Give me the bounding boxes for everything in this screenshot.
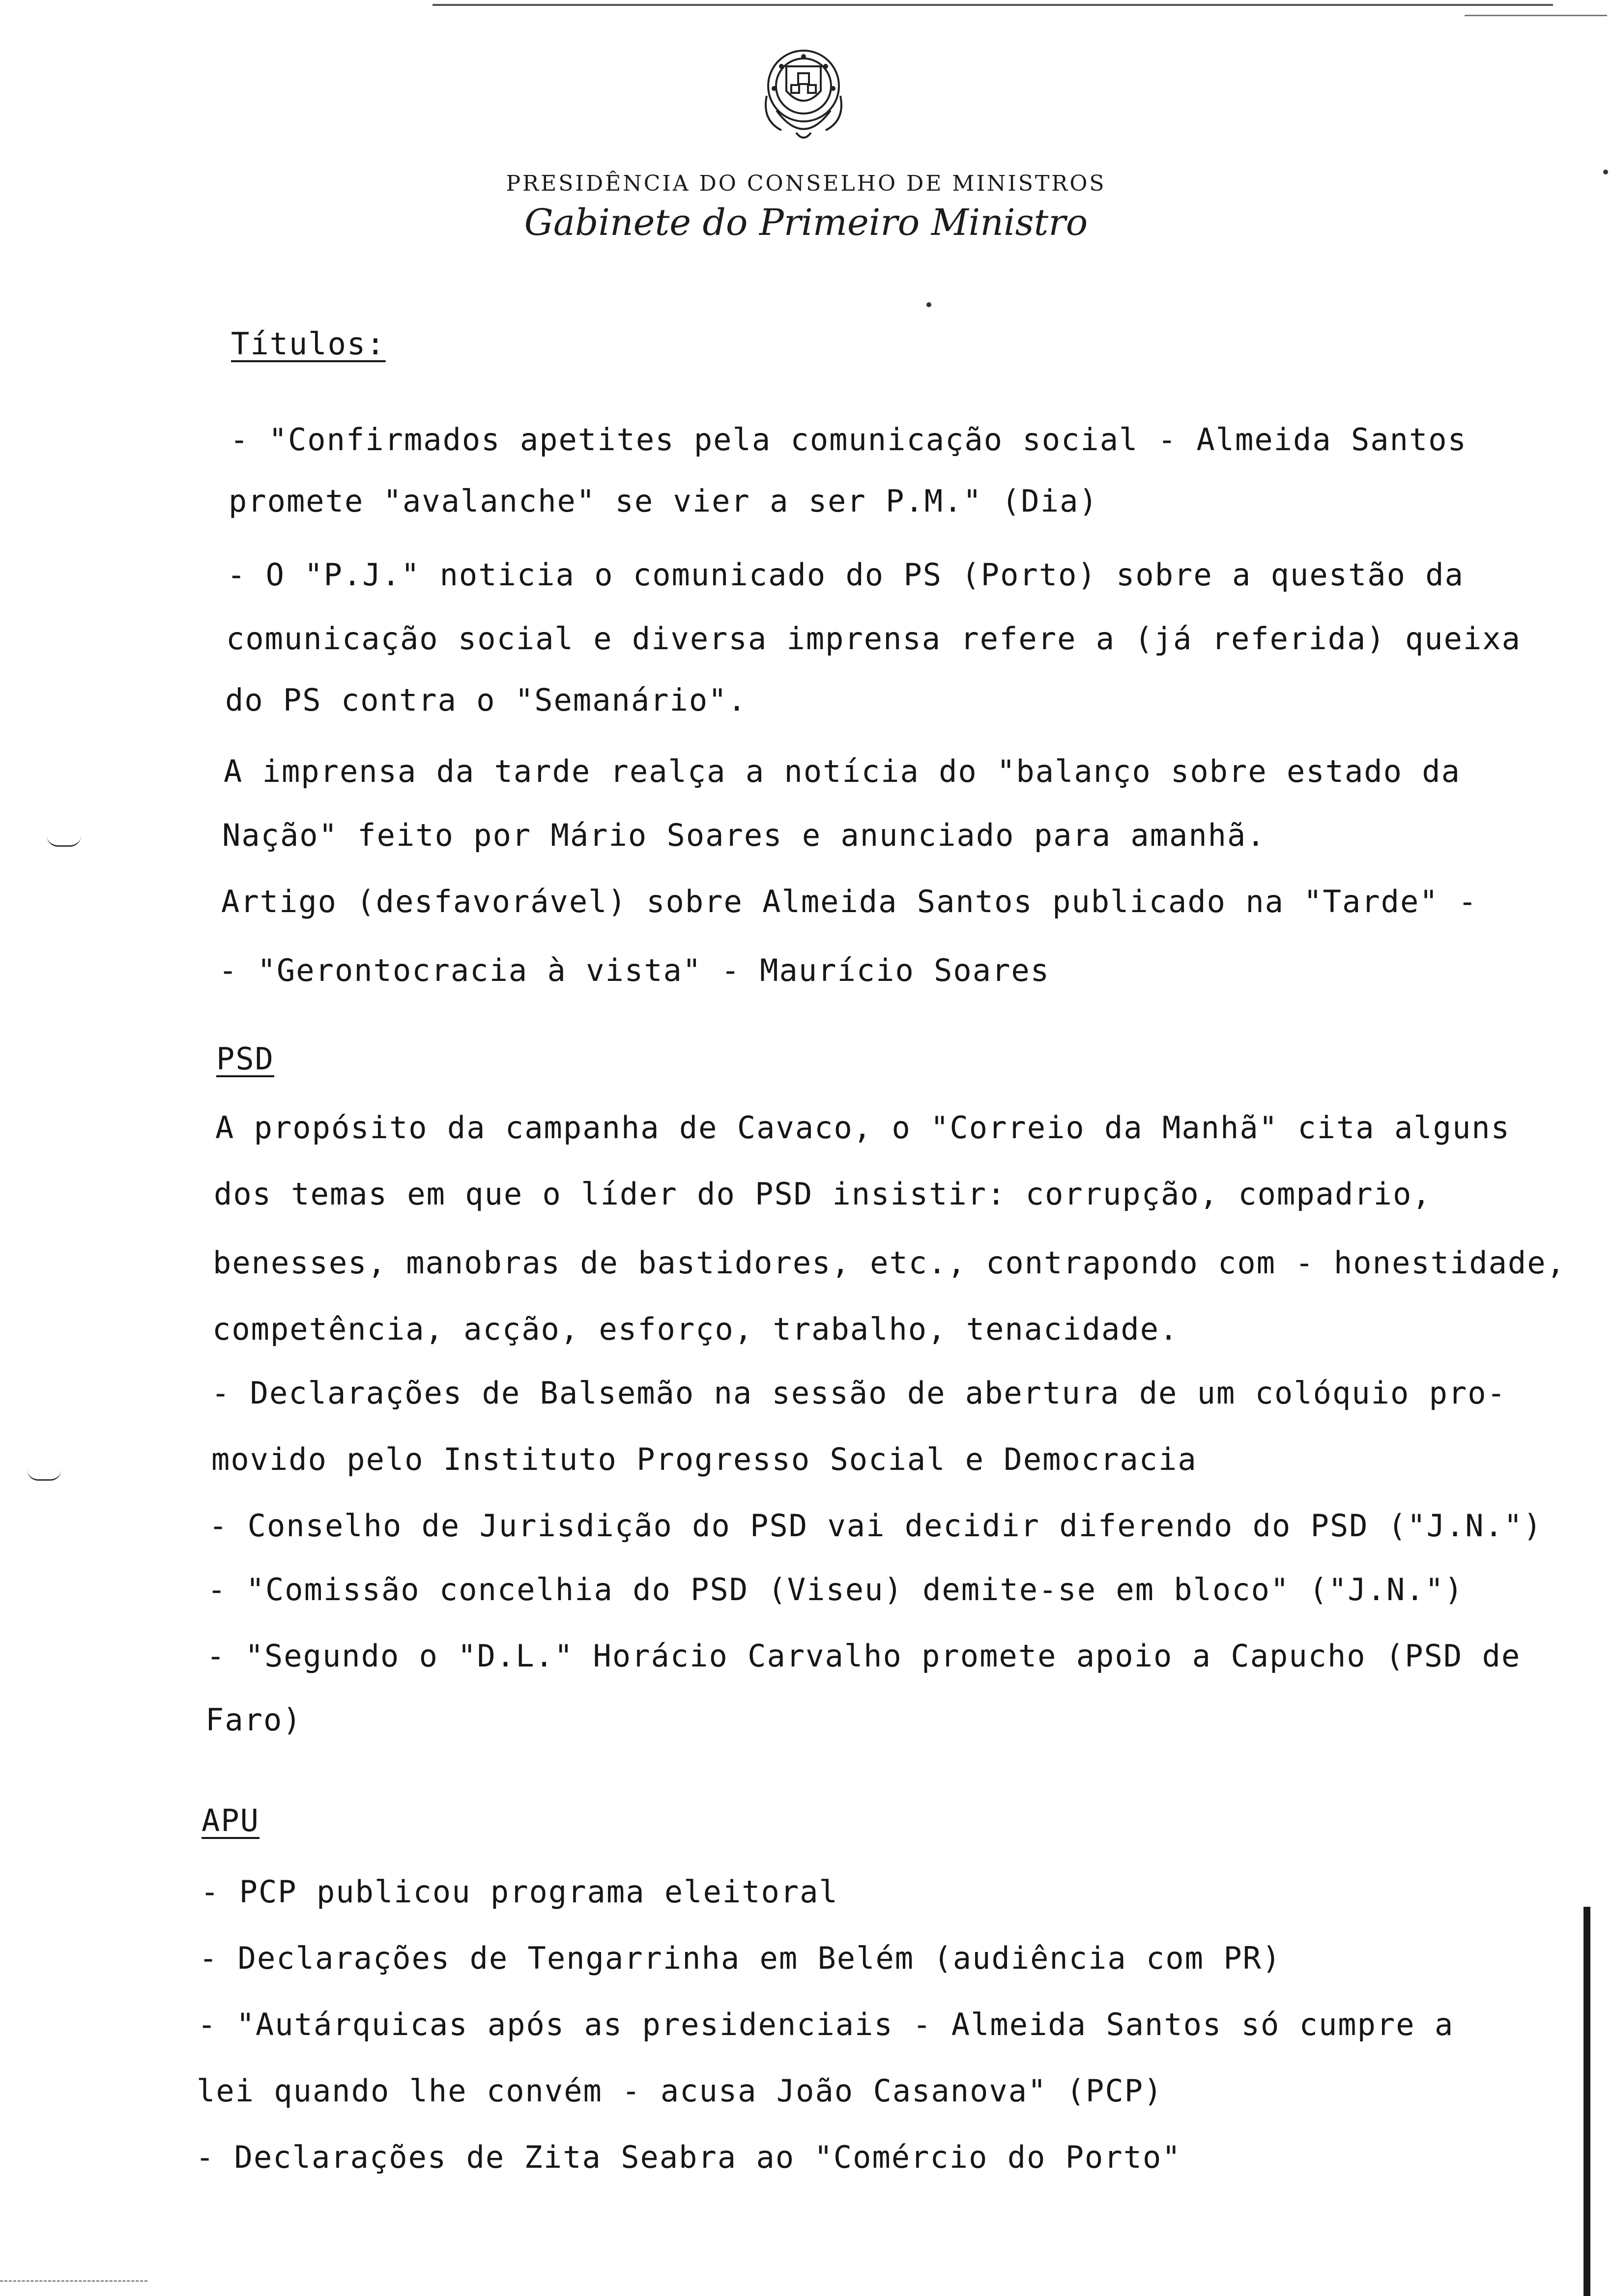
- section-heading-apu: APU: [202, 1803, 259, 1838]
- scan-right-edge-shadow: [1583, 1907, 1590, 2296]
- section-heading-titulos: Títulos:: [231, 326, 386, 362]
- portuguese-coat-of-arms-icon: [747, 37, 860, 155]
- text-line: - O "P.J." noticia o comunicado do PS (Porto) sobre a questão da: [227, 557, 1464, 593]
- letterhead-subtitle: Gabinete do Primeiro Ministro: [524, 201, 1088, 244]
- text-line: - "Segundo o "D.L." Horácio Carvalho promete apoio a Capucho (PSD de: [206, 1638, 1521, 1674]
- scan-bottom-noise: [0, 2280, 147, 2282]
- text-line: Faro): [205, 1702, 302, 1738]
- text-line: - Declarações de Tengarrinha em Belém (audiência com PR): [199, 1940, 1282, 1976]
- text-line: competência, acção, esforço, trabalho, tenacidade.: [212, 1311, 1179, 1347]
- text-line: lei quando lhe convém - acusa João Casanova" (PCP): [197, 2073, 1163, 2109]
- scan-top-rule-secondary: [1465, 15, 1607, 16]
- text-line: - Conselho de Jurisdição do PSD vai decidir diferendo do PSD ("J.N."): [209, 1508, 1543, 1544]
- letterhead-title: PRESIDÊNCIA DO CONSELHO DE MINISTROS: [506, 171, 1106, 196]
- text-line: Artigo (desfavorável) sobre Almeida Santos publicado na "Tarde" -: [221, 884, 1478, 919]
- text-line: benesses, manobras de bastidores, etc., contrapondo com - honestidade,: [213, 1245, 1566, 1281]
- punch-hole-mark: [27, 1469, 61, 1481]
- text-line: A imprensa da tarde realça a notícia do "balanço sobre estado da: [224, 753, 1461, 789]
- scan-top-rule: [432, 4, 1553, 6]
- text-line: Nação" feito por Mário Soares e anunciado para amanhã.: [222, 817, 1266, 853]
- scan-speck: [926, 302, 931, 307]
- text-line: comunicação social e diversa imprensa refere a (já referida) queixa: [226, 621, 1521, 657]
- text-line: movido pelo Instituto Progresso Social e Democracia: [211, 1441, 1197, 1477]
- text-line: dos temas em que o líder do PSD insistir: corrupção, compadrio,: [214, 1176, 1432, 1212]
- text-line: - Declarações de Zita Seabra ao "Comércio do Porto": [196, 2139, 1181, 2175]
- text-line: - Declarações de Balsemão na sessão de abertura de um colóquio pro-: [211, 1375, 1506, 1411]
- text-line: - "Comissão concelhia do PSD (Viseu) demite-se em bloco" ("J.N."): [207, 1572, 1464, 1607]
- text-line: - "Autárquicas após as presidenciais - Almeida Santos só cumpre a: [198, 2007, 1454, 2042]
- punch-hole-mark: [47, 835, 81, 847]
- text-line: do PS contra o "Semanário".: [225, 682, 747, 718]
- section-heading-psd: PSD: [216, 1041, 274, 1077]
- text-line: - "Gerontocracia à vista" - Maurício Soares: [219, 952, 1050, 988]
- text-line: - PCP publicou programa eleitoral: [201, 1874, 838, 1910]
- text-line: - "Confirmados apetites pela comunicação social - Almeida Santos: [230, 422, 1467, 458]
- text-line: promete "avalanche" se vier a ser P.M." (Dia): [229, 483, 1098, 519]
- text-line: A propósito da campanha de Cavaco, o "Correio da Manhã" cita alguns: [215, 1110, 1510, 1146]
